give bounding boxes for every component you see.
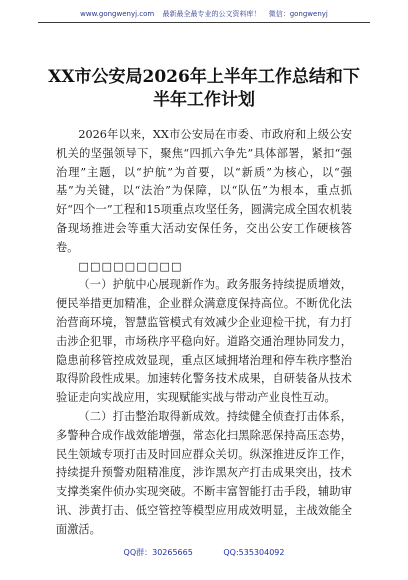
wechat-id: 微信：gongwenyj — [268, 10, 328, 18]
body-paragraph-2: （二）打击整治取得新成效。持续健全侦查打击体系，多警种合成作战效能增强，常态化扫黑除恶保持高压态势，民生领域专项打击及时回应群众关切。纵深推进反诈工作，持续提升预警劝阻精准度，涉诈黑灰产打击成果突出，技术支撑类案件侦办实现突破。不断丰富智能打击手段，辅助审讯、涉黄打击、低空管控等模型应用成效明显，主战效能全面激活。 — [56, 409, 352, 536]
page-footer — [0, 547, 408, 558]
section-heading-placeholder: □□□□□□□□□ — [78, 259, 183, 273]
site-url: www.gongwenyj.com — [80, 10, 155, 18]
title-line-2: 半年工作计划 — [153, 90, 255, 110]
document-title — [40, 66, 368, 112]
intro-paragraph: 2026年以来，XX市公安局在市委、市政府和上级公安机关的坚强领导下，聚焦“四抓六争先”具体部署，紧扣“强治理”主题，以“护航”为首要，以“新质”为核心，以“强基”为关键，以“法治”为保障，以“队伍”为根本，重点抓好“四个一”工程和15项重点攻坚任务，圆满完成全国农机装备现场推进会等重大活动安保任务，交出公安工作硬核答卷。 — [56, 128, 352, 254]
qq-number: QQ:535304092 — [223, 548, 285, 557]
title-line-1: XX市公安局2026年上半年工作总结和下 — [48, 67, 360, 87]
site-header — [0, 9, 408, 19]
site-slogan: 最新最全最专业的公文资料库！ — [162, 10, 261, 18]
body-paragraph-1: （一）护航中心展现新作为。政务服务持续提质增效，便民举措更加精准，企业群众满意度保持高位。不断优化法治营商环境，智慧监管模式有效减少企业迎检干扰，有力打击涉企犯罪，市场秩序平稳向好。道路交通治理协同发力，隐患前移管控成效显现，重点区域拥堵治理和停车秩序整治取得阶段性成果。加速转化警务技术成果，自研装备从技术验证走向实战应用，实现赋能实战与带动产业良性互动。 — [56, 278, 352, 405]
document-body — [56, 126, 352, 540]
header-divider — [38, 22, 370, 23]
qq-group: QQ群：30265665 — [123, 548, 193, 557]
